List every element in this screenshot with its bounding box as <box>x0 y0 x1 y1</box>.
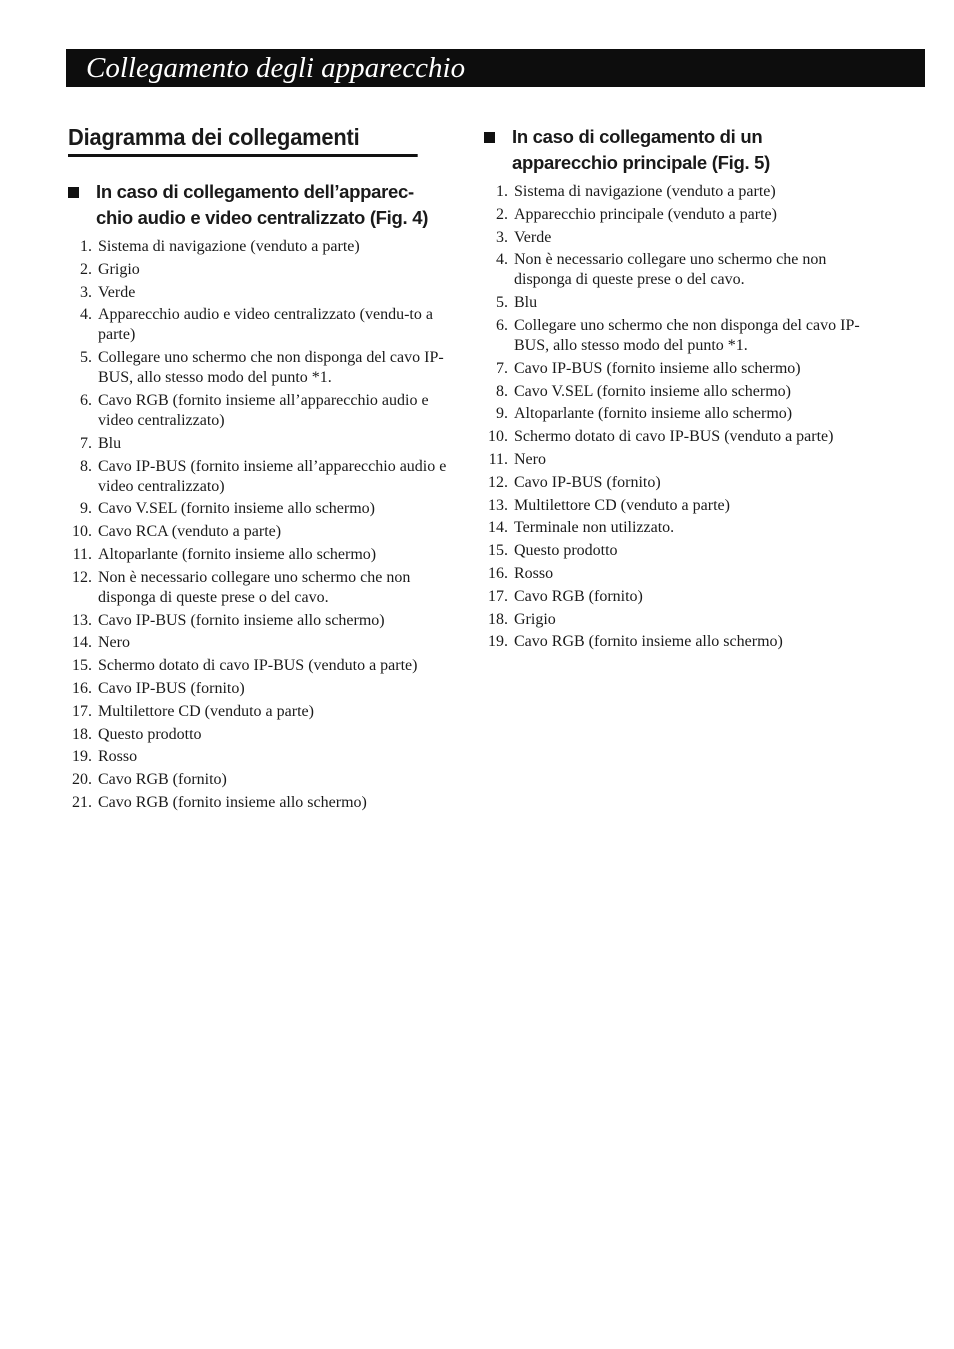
list-item <box>478 316 878 356</box>
list-item-number: 6. <box>496 316 508 334</box>
right-subheading-line2: apparecchio principale (Fig. 5) <box>512 152 770 173</box>
list-item <box>62 237 462 257</box>
right-item-list <box>478 182 878 652</box>
list-item-number: 12. <box>488 473 508 491</box>
list-item-text: Apparecchio audio e video centralizzato (vendu-to a parte) <box>98 306 433 344</box>
list-item <box>62 434 462 454</box>
list-item-number: 12. <box>72 568 92 586</box>
list-item-text: Questo prodotto <box>98 725 202 743</box>
list-item-text: Cavo RGB (fornito insieme allo schermo) <box>98 793 367 811</box>
list-item <box>62 545 462 565</box>
list-item-text: Cavo RGB (fornito) <box>514 587 643 605</box>
list-item <box>478 632 878 652</box>
list-item-text: Blu <box>98 434 122 452</box>
list-item-number: 3. <box>80 283 92 301</box>
square-bullet-icon <box>484 132 495 143</box>
list-item-text: Cavo IP-BUS (fornito insieme all’apparecchio audio e video centralizzato) <box>98 457 447 495</box>
list-item-text: Verde <box>514 228 552 246</box>
list-item <box>478 450 878 470</box>
list-item <box>478 205 878 225</box>
square-bullet-icon <box>68 187 79 198</box>
list-item-text: Schermo dotato di cavo IP-BUS (venduto a parte) <box>514 428 834 446</box>
list-item-number: 2. <box>80 260 92 278</box>
list-item-number: 8. <box>496 382 508 400</box>
list-item-text: Sistema di navigazione (venduto a parte) <box>514 183 776 200</box>
right-subheading <box>478 124 878 176</box>
list-item <box>478 359 878 379</box>
header-bar <box>66 49 925 87</box>
list-item-text: Sistema di navigazione (venduto a parte) <box>98 238 360 255</box>
list-item-text: Cavo V.SEL (fornito insieme allo schermo) <box>514 382 791 400</box>
list-item-text: Non è necessario collegare uno schermo che non disponga di queste prese o del cavo. <box>98 568 411 606</box>
list-item-number: 6. <box>80 391 92 409</box>
list-item <box>62 725 462 745</box>
list-item-text: Cavo V.SEL (fornito insieme allo schermo) <box>98 500 375 518</box>
list-item-number: 5. <box>496 294 508 312</box>
list-item <box>478 610 878 630</box>
list-item-text: Grigio <box>98 260 140 278</box>
list-item-text: Cavo IP-BUS (fornito) <box>98 679 245 697</box>
list-item <box>62 305 462 345</box>
list-item-text: Cavo IP-BUS (fornito insieme allo schermo) <box>514 359 801 377</box>
list-item-number: 21. <box>72 793 92 811</box>
list-item <box>62 568 462 608</box>
list-item <box>478 293 878 313</box>
list-item <box>62 522 462 542</box>
list-item <box>478 182 878 202</box>
list-item-number: 19. <box>488 633 508 651</box>
list-item-number: 1. <box>496 183 508 200</box>
list-item-number: 16. <box>72 679 92 697</box>
list-item-number: 20. <box>72 771 92 789</box>
list-item <box>62 283 462 303</box>
left-column <box>62 179 462 816</box>
list-item <box>62 611 462 631</box>
list-item-number: 10. <box>488 428 508 446</box>
list-item <box>478 518 878 538</box>
list-item-text: Apparecchio principale (venduto a parte) <box>514 205 777 223</box>
list-item-text: Nero <box>514 450 546 468</box>
list-item-number: 17. <box>488 587 508 605</box>
list-item-text: Altoparlante (fornito insieme allo schermo) <box>98 545 377 563</box>
right-subheading-line1: In caso di collegamento di un <box>512 126 763 147</box>
list-item-text: Multilettore CD (venduto a parte) <box>98 702 314 720</box>
list-item-text: Blu <box>514 294 538 312</box>
list-item-text: Grigio <box>514 610 556 628</box>
list-item <box>62 702 462 722</box>
list-item-number: 19. <box>72 748 92 766</box>
list-item-number: 16. <box>488 564 508 582</box>
list-item <box>62 656 462 676</box>
list-item-number: 13. <box>488 496 508 514</box>
page-title: Collegamento degli apparecchio <box>86 52 466 84</box>
list-item-number: 3. <box>496 228 508 246</box>
list-item-number: 4. <box>80 306 92 324</box>
list-item-number: 5. <box>80 349 92 367</box>
list-item <box>62 348 462 388</box>
list-item <box>62 747 462 767</box>
list-item-number: 14. <box>488 519 508 537</box>
list-item <box>478 427 878 447</box>
list-item-text: Cavo IP-BUS (fornito insieme allo schermo) <box>98 611 385 629</box>
right-column <box>478 124 878 655</box>
left-subheading-line1: In caso di collegamento dell’apparec- <box>96 181 414 202</box>
left-item-list <box>62 237 462 813</box>
left-subheading-line2: chio audio e video centralizzato (Fig. 4) <box>96 207 429 228</box>
list-item-text: Cavo RGB (fornito insieme allo schermo) <box>514 633 783 651</box>
list-item-number: 8. <box>80 457 92 475</box>
left-subheading <box>62 179 462 231</box>
list-item-number: 9. <box>80 500 92 518</box>
list-item <box>62 679 462 699</box>
list-item-number: 7. <box>496 359 508 377</box>
list-item <box>478 404 878 424</box>
list-item-number: 11. <box>72 545 92 563</box>
list-item-number: 13. <box>72 611 92 629</box>
list-item-number: 15. <box>72 657 92 675</box>
list-item-text: Rosso <box>514 564 554 582</box>
list-item-number: 9. <box>496 405 508 423</box>
list-item-text: Multilettore CD (venduto a parte) <box>514 496 730 514</box>
list-item-text: Cavo RGB (fornito insieme all’apparecchio audio e video centralizzato) <box>98 391 429 429</box>
list-item <box>478 541 878 561</box>
section-title: Diagramma dei collegamenti <box>68 122 418 157</box>
list-item-number: 1. <box>80 238 92 255</box>
list-item-number: 14. <box>72 634 92 652</box>
list-item-number: 17. <box>72 702 92 720</box>
list-item <box>62 633 462 653</box>
list-item-text: Cavo RCA (venduto a parte) <box>98 523 282 541</box>
list-item-text: Cavo RGB (fornito) <box>98 771 227 789</box>
list-item-number: 7. <box>80 434 92 452</box>
list-item-text: Rosso <box>98 748 138 766</box>
list-item-text: Nero <box>98 634 130 652</box>
list-item <box>62 770 462 790</box>
list-item-text: Questo prodotto <box>514 542 618 560</box>
list-item <box>478 587 878 607</box>
list-item-text: Collegare uno schermo che non disponga del cavo IP-BUS, allo stesso modo del punto *1. <box>514 316 860 354</box>
list-item-text: Verde <box>98 283 136 301</box>
list-item-text: Non è necessario collegare uno schermo che non disponga di queste prese o del cavo. <box>514 251 827 289</box>
list-item <box>478 250 878 290</box>
list-item-text: Collegare uno schermo che non disponga del cavo IP-BUS, allo stesso modo del punto *1. <box>98 349 444 387</box>
list-item <box>62 793 462 813</box>
list-item <box>62 499 462 519</box>
list-item <box>478 382 878 402</box>
list-item-number: 2. <box>496 205 508 223</box>
list-item-number: 11. <box>488 450 508 468</box>
list-item-text: Schermo dotato di cavo IP-BUS (venduto a parte) <box>98 657 418 675</box>
list-item-number: 15. <box>488 542 508 560</box>
list-item-number: 18. <box>72 725 92 743</box>
list-item <box>62 391 462 431</box>
list-item-text: Cavo IP-BUS (fornito) <box>514 473 661 491</box>
list-item <box>62 260 462 280</box>
list-item <box>478 496 878 516</box>
list-item-text: Altoparlante (fornito insieme allo schermo) <box>514 405 793 423</box>
list-item-number: 10. <box>72 523 92 541</box>
list-item-number: 4. <box>496 251 508 269</box>
list-item <box>478 228 878 248</box>
list-item <box>478 473 878 493</box>
list-item <box>478 564 878 584</box>
list-item <box>62 457 462 497</box>
list-item-text: Terminale non utilizzato. <box>514 519 675 537</box>
list-item-number: 18. <box>488 610 508 628</box>
